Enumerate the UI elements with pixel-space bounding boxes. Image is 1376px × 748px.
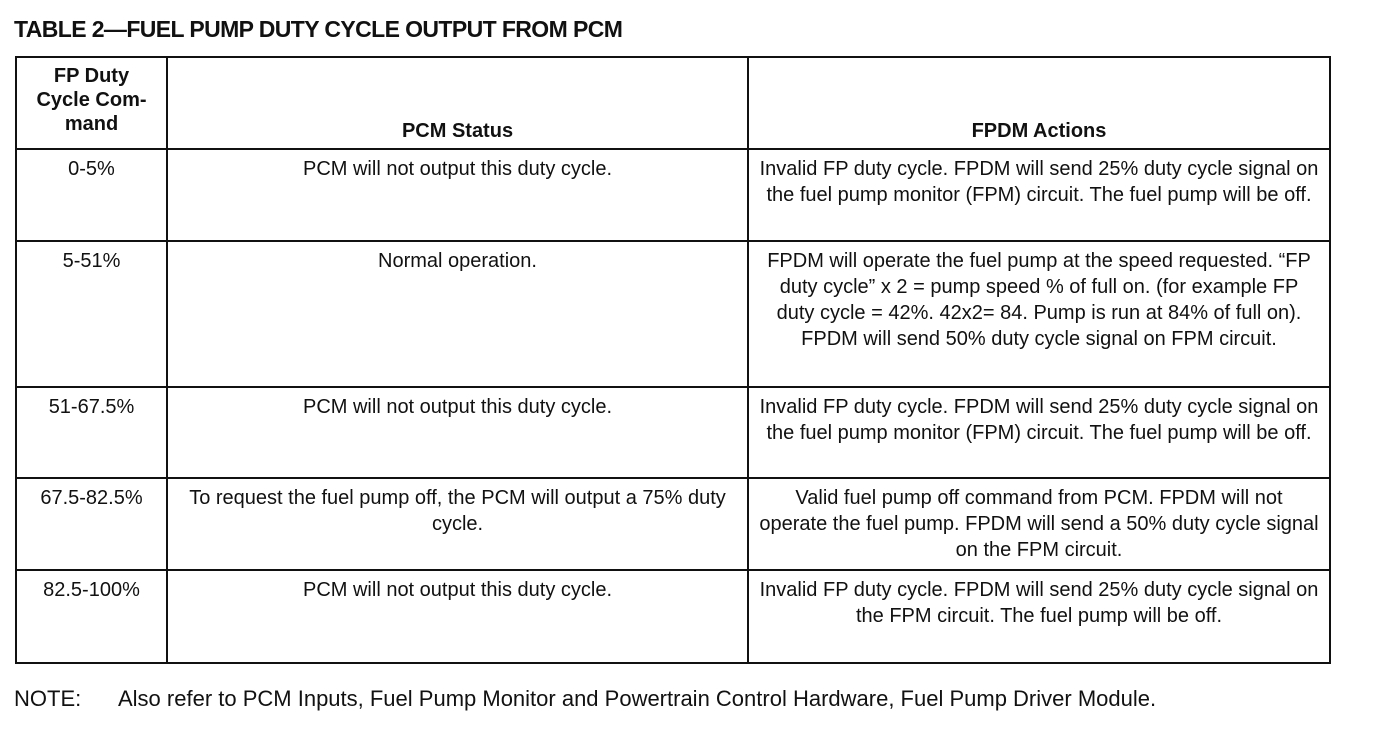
header-fpdm-actions: FPDM Actions xyxy=(748,57,1330,149)
cell-command: 51-67.5% xyxy=(16,387,167,478)
cell-command: 0-5% xyxy=(16,149,167,241)
cell-pcm-status: PCM will not output this duty cycle. xyxy=(167,570,748,663)
cell-pcm-status: Normal operation. xyxy=(167,241,748,387)
duty-cycle-table-container xyxy=(15,56,1329,661)
table-title: TABLE 2—FUEL PUMP DUTY CYCLE OUTPUT FROM PCM xyxy=(14,16,623,42)
table-row xyxy=(16,149,1330,241)
cell-command: 5-51% xyxy=(16,241,167,387)
note-label: NOTE: xyxy=(14,686,82,711)
cell-pcm-status: PCM will not output this duty cycle. xyxy=(167,149,748,241)
header-pcm-status: PCM Status xyxy=(167,57,748,149)
duty-cycle-table xyxy=(15,56,1331,664)
cell-pcm-status: PCM will not output this duty cycle. xyxy=(167,387,748,478)
header-fp-duty-cycle-command: FP Duty Cycle Com-mand xyxy=(16,57,167,149)
table-row xyxy=(16,241,1330,387)
table-row xyxy=(16,478,1330,570)
cell-pcm-status: To request the fuel pump off, the PCM will output a 75% duty cycle. xyxy=(167,478,748,570)
table-row xyxy=(16,570,1330,663)
cell-fpdm-actions: Invalid FP duty cycle. FPDM will send 25% duty cycle signal on the FPM circuit. The fuel pump will be off. xyxy=(748,570,1330,663)
note-text: Also refer to PCM Inputs, Fuel Pump Monitor and Powertrain Control Hardware, Fuel Pump Driver Module. xyxy=(118,686,1157,711)
table-header-row xyxy=(16,57,1330,149)
cell-command: 82.5-100% xyxy=(16,570,167,663)
cell-fpdm-actions: Invalid FP duty cycle. FPDM will send 25% duty cycle signal on the fuel pump monitor (FPM) circuit. The fuel pump will be off. xyxy=(748,387,1330,478)
cell-fpdm-actions: Invalid FP duty cycle. FPDM will send 25% duty cycle signal on the fuel pump monitor (FPM) circuit. The fuel pump will be off. xyxy=(748,149,1330,241)
footnote xyxy=(14,686,1156,712)
table-row xyxy=(16,387,1330,478)
cell-fpdm-actions: FPDM will operate the fuel pump at the speed requested. “FP duty cycle” x 2 = pump speed % of full on. (for example FP duty cycle = 42%. 42x2= 84. Pump is run at 84% of full on). FPDM will send 50% duty cycle signal on FPM circuit. xyxy=(748,241,1330,387)
cell-fpdm-actions: Valid fuel pump off command from PCM. FPDM will not operate the fuel pump. FPDM will send a 50% duty cycle signal on the FPM circuit. xyxy=(748,478,1330,570)
cell-command: 67.5-82.5% xyxy=(16,478,167,570)
